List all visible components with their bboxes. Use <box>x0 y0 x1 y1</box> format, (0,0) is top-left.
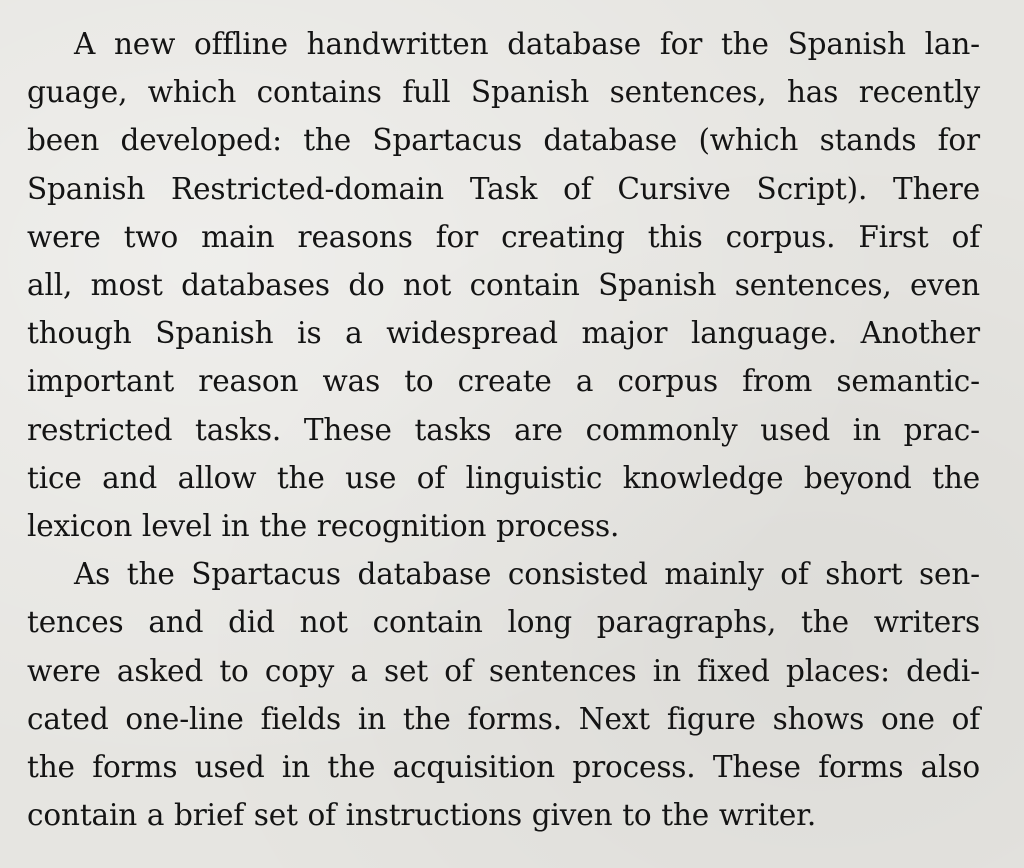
text-line: were asked to copy a set of sentences in fixed places: dedi- <box>27 653 980 688</box>
text-line: tences and did not contain long paragraphs, the writers <box>27 605 980 640</box>
text-line: the forms used in the acquisition process. These forms also <box>27 750 980 785</box>
text-line: contain a brief set of instructions given to the writer. <box>27 798 817 833</box>
text-line-content: As the Spartacus database consisted mainly of short sen- <box>74 557 980 592</box>
text-line <box>27 550 980 598</box>
text-line <box>27 20 980 68</box>
text-line: were two main reasons for creating this corpus. First of <box>27 219 980 254</box>
text-line: Spanish Restricted-domain Task of Cursive Script). There <box>27 171 980 206</box>
paragraph-1 <box>27 20 980 550</box>
paragraph-2 <box>27 550 980 839</box>
text-line: though Spanish is a widespread major language. Another <box>27 316 980 351</box>
text-line-content: A new offline handwritten database for the Spanish lan- <box>74 27 980 61</box>
text-line: all, most databases do not contain Spanish sentences, even <box>27 268 980 303</box>
text-line: lexicon level in the recognition process. <box>27 509 620 544</box>
text-line: tice and allow the use of linguistic knowledge beyond the <box>27 460 980 495</box>
text-line: guage, which contains full Spanish sentences, has recently <box>27 75 980 110</box>
text-line: been developed: the Spartacus database (which stands for <box>27 123 980 158</box>
text-line: restricted tasks. These tasks are commonly used in prac- <box>27 412 980 447</box>
text-line: important reason was to create a corpus from semantic- <box>27 364 980 399</box>
text-line: cated one-line fields in the forms. Next figure shows one of <box>27 701 980 736</box>
